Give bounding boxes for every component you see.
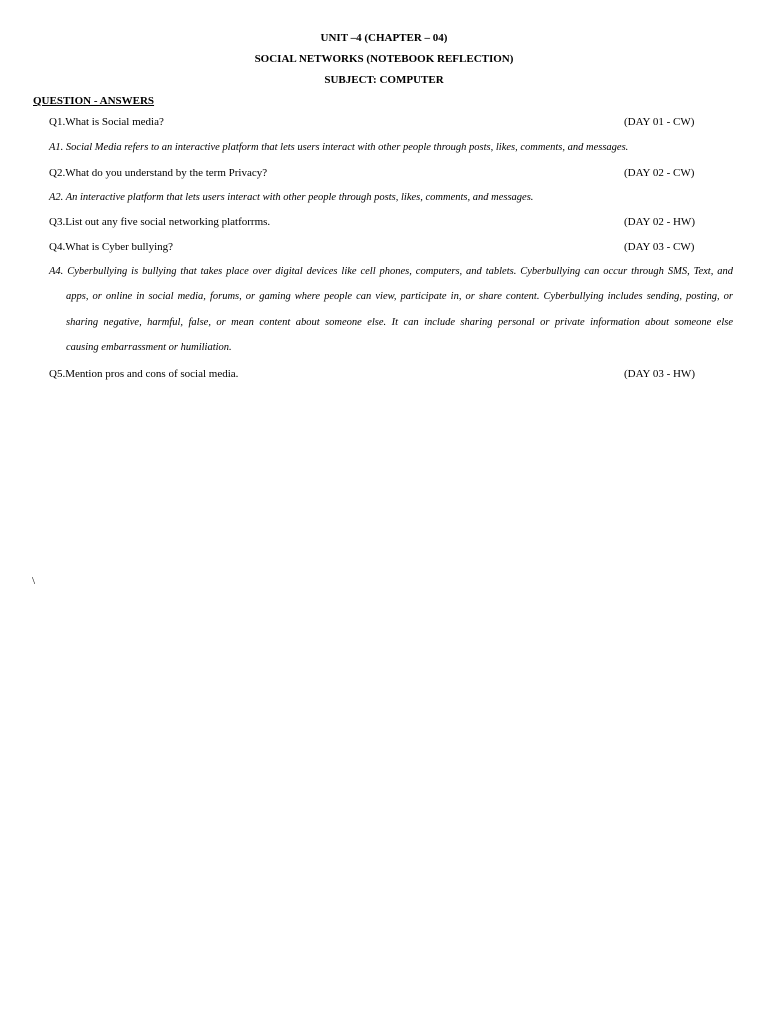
question-4-text: Q4.What is Cyber bullying?	[49, 241, 174, 253]
question-4	[49, 241, 696, 253]
unit-heading: UNIT –4 (CHAPTER – 04)	[320, 32, 448, 44]
document-title: SOCIAL NETWORKS (NOTEBOOK REFLECTION)	[254, 53, 514, 65]
question-2	[49, 167, 696, 179]
subject-heading: SUBJECT: COMPUTER	[324, 74, 444, 86]
question-3-tag: (DAY 02 - HW)	[624, 216, 695, 228]
question-5-tag: (DAY 03 - HW)	[624, 368, 695, 380]
question-1-tag: (DAY 01 - CW)	[624, 116, 695, 128]
answer-2: A2. An interactive platform that lets users interact with other people through posts, likes, comments, and messages.	[49, 192, 534, 203]
answer-4-line: apps, or online in social media, forums, or gaming where people can view, participate in, or share content. Cyberbullying includes sending, posting, or	[66, 291, 733, 303]
question-1-text: Q1.What is Social media?	[49, 116, 164, 128]
stray-mark: \	[32, 575, 36, 587]
question-5-text: Q5.Mention pros and cons of social media.	[49, 368, 239, 380]
question-4-tag: (DAY 03 - CW)	[624, 241, 695, 253]
answer-4-line: causing embarrassment or humiliation.	[66, 341, 232, 353]
question-2-text: Q2.What do you understand by the term Privacy?	[49, 167, 268, 179]
question-3-text: Q3.List out any five social networking platforrms.	[49, 216, 271, 228]
section-title: QUESTION - ANSWERS	[33, 95, 155, 107]
question-2-tag: (DAY 02 - CW)	[624, 167, 695, 179]
answer-4	[49, 266, 733, 367]
answer-1: A1. Social Media refers to an interactive platform that lets users interact with other people through posts, likes, comments, and messages.	[49, 142, 629, 153]
answer-4-line: sharing negative, harmful, false, or mean content about someone else. It can include sharing personal or private information about someone else	[66, 316, 733, 328]
answer-4-line: A4. Cyberbullying is bullying that takes place over digital devices like cell phones, computers, and tablets. Cyberbullying can occur through SMS, Text, and	[49, 266, 733, 277]
question-3	[49, 216, 696, 228]
question-1	[49, 116, 696, 128]
question-5	[49, 368, 696, 380]
